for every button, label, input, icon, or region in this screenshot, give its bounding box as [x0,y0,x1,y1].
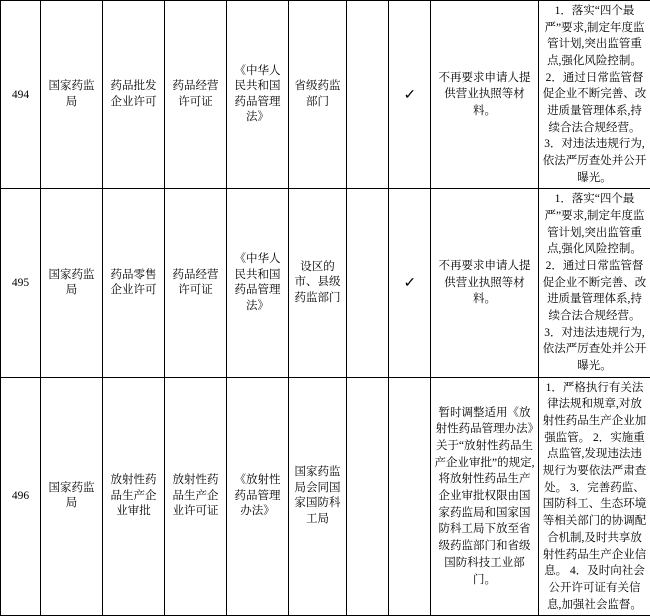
item-name: 药品零售企业许可 [103,189,165,377]
row-number: 496 [1,377,41,615]
approval-department: 省级药监部门 [289,1,347,189]
supervision-measures: 1．落实“四个最严”要求,制定年度监管计划,突出监管重点,强化风险控制。 2．通过日常监管督促企业不断完善、改进质量管理体系,持续合法合规经营。 3．对违法违规行为,依法严厉查处并公开曝光。 [539,189,650,377]
legal-basis: 《中华人民共和国药品管理法》 [227,189,289,377]
cancel-approval-cell [347,377,389,615]
item-name: 放射性药品生产企业审批 [103,377,165,615]
adjust-approval-cell [389,189,431,377]
adjust-approval-cell [389,377,431,615]
implementing-organ: 国家药监局 [41,377,103,615]
cancel-approval-cell [347,1,389,189]
supervision-measures: 1．严格执行有关法律法规和规章,对放射性药品生产企业加强监管。 2．实施重点监管,发现违法违规行为要依法严肃查处。 3．完善药监、国防科工、生态环境等相关部门的协调配合机制,及时共享放射性药品生产企业信息。 4．及时向社会公开许可证有关信息,加强社会监督。 [539,377,650,615]
reform-detail: 暂时调整适用《放射性药品管理办法》关于“放射性药品生产企业审批”的规定,将放射性药品生产企业审批权限由国家药监局和国家国防科工局下放至省级药监部门和省级国防科技工业部门。 [431,377,539,615]
item-name: 药品批发企业许可 [103,1,165,189]
license-name: 药品经营许可证 [165,1,227,189]
row-number: 495 [1,189,41,377]
table-row [1,1,650,189]
approval-department: 设区的市、县级药监部门 [289,189,347,377]
legal-basis: 《放射性药品管理办法》 [227,377,289,615]
table-row [1,189,650,377]
reform-detail: 不再要求申请人提供营业执照等材料。 [431,1,539,189]
implementing-organ: 国家药监局 [41,189,103,377]
reform-detail: 不再要求申请人提供营业执照等材料。 [431,189,539,377]
cancel-approval-cell [347,189,389,377]
implementing-organ: 国家药监局 [41,1,103,189]
row-number: 494 [1,1,41,189]
approval-department: 国家药监局会同国家国防科工局 [289,377,347,615]
license-name: 放射性药品生产企业许可证 [165,377,227,615]
table-row [1,377,650,615]
legal-basis: 《中华人民共和国药品管理法》 [227,1,289,189]
check-icon: ✓ [403,277,416,291]
license-name: 药品经营许可证 [165,189,227,377]
check-icon: ✓ [403,89,416,103]
supervision-measures: 1．落实“四个最严”要求,制定年度监管计划,突出监管重点,强化风险控制。 2．通过日常监管督促企业不断完善、改进质量管理体系,持续合法合规经营。 3．对违法违规行为,依法严厉查处并公开曝光。 [539,1,650,189]
adjust-approval-cell [389,1,431,189]
